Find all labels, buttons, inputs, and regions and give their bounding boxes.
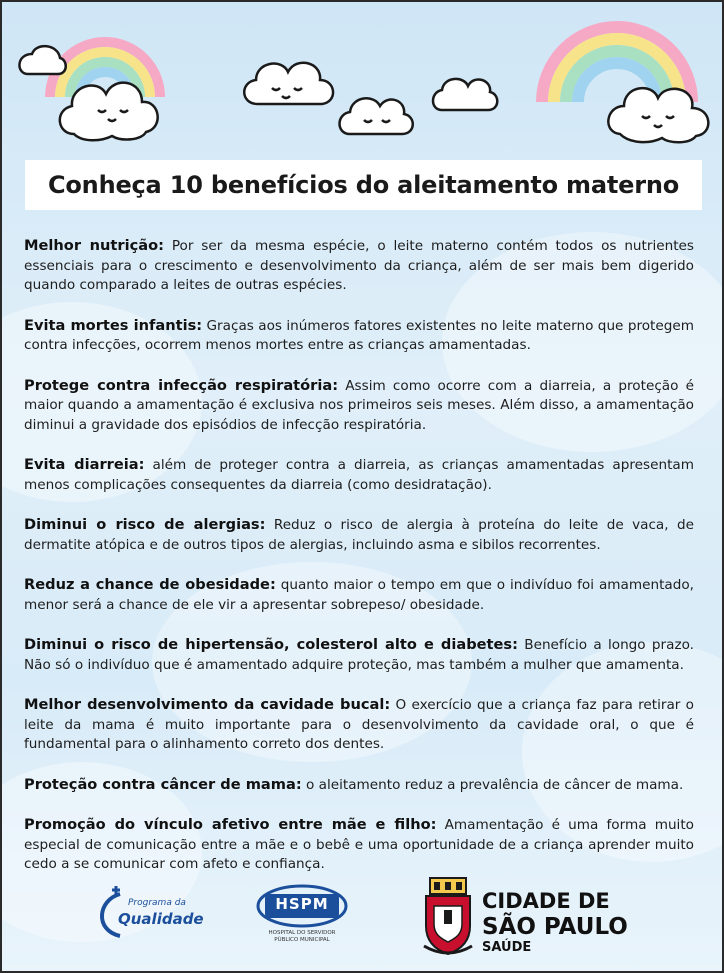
footer-logos	[2, 872, 722, 972]
benefit-heading: Proteção contra câncer de mama:	[24, 775, 302, 793]
benefit-item	[24, 316, 694, 356]
benefit-heading: Evita diarreia:	[24, 456, 145, 473]
benefit-item	[24, 376, 694, 436]
benefit-text: Assim como ocorre com a diarreia, a proteção é maior quando a amamentação é exclusiva nos primeiros seis meses. Além disso, a amamentação diminui a gravidade dos episódios de infecção respiratória.	[24, 377, 694, 433]
saude-text: SAÚDE	[482, 940, 532, 955]
benefit-heading: Melhor nutrição:	[24, 237, 164, 254]
left-rainbow-icon	[50, 42, 160, 97]
title-box	[25, 160, 702, 210]
page-title: Conheça 10 benefícios do aleitamento materno	[47, 171, 680, 199]
programa-qualidade-logo	[90, 886, 204, 946]
benefit-item	[24, 775, 694, 796]
cidade-sao-paulo-logo	[420, 876, 650, 962]
sao-paulo-coat-of-arms-icon	[420, 876, 476, 960]
benefit-text: O exercício que a criança faz para retirar o leite da mama é muito importante para o desenvolvimento da cavidade oral, o que é fundamental para o alinhamento correto dos dentes.	[24, 697, 694, 752]
hspm-logo	[252, 884, 352, 954]
benefit-item	[24, 575, 694, 615]
benefit-text: quanto maior o tempo em que o indivíduo foi amamentado, menor será a chance de ele vir a apresentar sobrepeso/ obesidade.	[24, 577, 695, 613]
right-small-cloud-icon	[433, 79, 497, 110]
benefit-heading: Promoção do vínculo afetivo entre mãe e filho:	[24, 816, 437, 833]
small-cloud-icon	[340, 98, 413, 134]
cidade-de-text: CIDADE DE	[482, 889, 610, 913]
benefit-heading: Reduz a chance de obesidade:	[24, 576, 276, 593]
benefit-heading: Protege contra infecção respiratória:	[24, 376, 339, 394]
hspm-sub-line2: PÚBLICO MUNICIPAL	[274, 937, 330, 943]
benefit-item	[24, 815, 694, 875]
benefit-item	[24, 236, 694, 296]
sao-paulo-text: SÃO PAULO	[482, 914, 628, 940]
benefit-item	[24, 515, 694, 555]
benefit-text: o aleitamento reduz a prevalência de câncer de mama.	[301, 776, 684, 793]
middle-cloud-icon	[244, 63, 333, 104]
benefit-text: Reduz o risco de alergia à proteína do leite de vaca, de dermatite atópica e de outros tipos de alergias, incluindo asma e sibilos recorrentes.	[24, 517, 694, 553]
benefit-text: Por ser da mesma espécie, o leite materno contém todos os nutrientes essenciais para o crescimento e desenvolvimento da criança, além de ser mais bem digerido quando comparado a leites de outras espécies.	[24, 238, 694, 293]
benefits-list	[24, 236, 694, 895]
hspm-sub-line1: HOSPITAL DO SERVIDOR	[268, 930, 336, 936]
benefit-heading: Diminui o risco de hipertensão, colesterol alto e diabetes:	[24, 636, 518, 653]
qualidade-text: Qualidade	[118, 910, 204, 928]
hspm-subtitle	[252, 930, 352, 944]
benefit-text: além de proteger contra a diarreia, as crianças amamentadas apresentam menos complicações consequentes da diarreia (como desidratação).	[24, 457, 694, 493]
benefit-heading: Melhor desenvolvimento da cavidade bucal:	[24, 696, 391, 713]
benefit-text: Benefício a longo prazo. Não só o indivíduo que é amamentado adquire proteção, mas também a mulher que amamenta.	[24, 637, 695, 673]
edge-cloud-icon	[19, 46, 65, 74]
rainbows-and-clouds-decoration	[2, 2, 722, 162]
benefit-item	[24, 695, 694, 755]
benefit-heading: Evita mortes infantis:	[24, 316, 203, 334]
benefit-item	[24, 635, 694, 675]
programa-text: Programa da	[128, 898, 186, 908]
benefit-heading: Diminui o risco de alergias:	[24, 516, 266, 533]
benefit-text: Amamentação é uma forma muito especial de comunicação entre a mãe e o bebê e uma oportunidade de a criança aprender muito cedo a se comunicar com afeto e confiança.	[24, 817, 694, 872]
cidade-text-block	[482, 888, 628, 956]
benefit-item	[24, 455, 694, 495]
hspm-acronym: HSPM	[275, 895, 329, 913]
benefit-text: Graças aos inúmeros fatores existentes no leite materno que protegem contra infecções, ocorrem menos mortes entre as crianças amamentadas.	[24, 317, 694, 353]
